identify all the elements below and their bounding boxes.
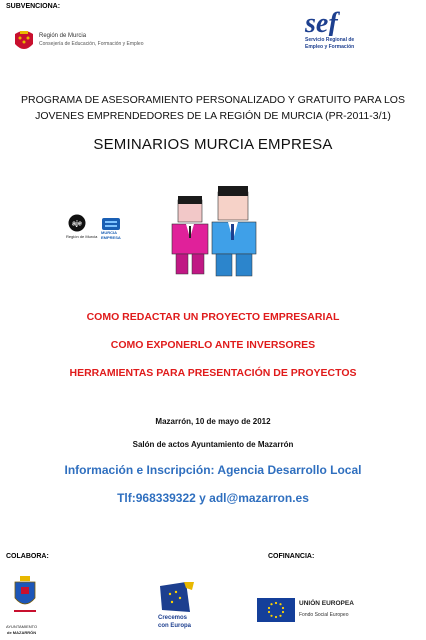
- region-murcia-crest-icon: [12, 28, 36, 54]
- entrepreneurs-illustration: [160, 180, 280, 280]
- murcia-empresa-logo-icon: [102, 217, 120, 229]
- cofinancia-label: COFINANCIA:: [268, 553, 315, 560]
- page-title: SEMINARIOS MURCIA EMPRESA: [93, 136, 333, 153]
- ayuntamiento-crest-icon: [12, 576, 38, 620]
- topic-3: HERRAMIENTAS PARA PRESENTACIÓN DE PROYECTOS: [69, 367, 357, 379]
- ue-fund: Fondo Social Europeo: [299, 612, 349, 618]
- sef-line2: Empleo y Formación: [305, 44, 355, 50]
- colabora-label: COLABORA:: [6, 553, 49, 560]
- eu-flag-icon: [257, 598, 295, 622]
- aje-logo-mark: aje: [72, 220, 82, 228]
- aje-logo-icon: [68, 214, 86, 232]
- ayuntamiento-line2: de MAZARRÓN: [7, 630, 37, 635]
- programa-line2: JOVENES EMPRENDEDORES DE LA REGIÓN DE MURCIA (PR-2011-3/1): [35, 110, 391, 122]
- info-line2[interactable]: Tlf:968339322 y adl@mazarron.es: [117, 491, 309, 505]
- event-venue: Salón de actos Ayuntamiento de Mazarrón: [132, 440, 294, 449]
- region-name: Región de Murcia: [39, 33, 87, 39]
- programa-line1: PROGRAMA DE ASESORAMIENTO PERSONALIZADO Y GRATUITO PARA LOS: [21, 94, 405, 106]
- murcia-empresa-line2: EMPRESA: [101, 235, 121, 240]
- crecemos-line1: Crecemos: [158, 615, 188, 621]
- topic-1: COMO REDACTAR UN PROYECTO EMPRESARIAL: [86, 311, 340, 323]
- ayuntamiento-line1: AYUNTAMIENTO: [6, 624, 38, 629]
- info-line1: Información e Inscripción: Agencia Desarrollo Local: [64, 463, 362, 477]
- sef-logo-mark: sef: [305, 8, 338, 36]
- crecemos-line2: con Europa: [158, 623, 192, 629]
- topic-2: COMO EXPONERLO ANTE INVERSORES: [110, 339, 316, 351]
- ue-title: UNIÓN EUROPEA: [299, 600, 354, 607]
- sef-logo: [303, 8, 363, 36]
- crecemos-con-europa-logo-icon: [156, 580, 198, 614]
- region-dept: Consejería de Educación, Formación y Empleo: [39, 41, 144, 47]
- murcia-empresa-line1: MURCIA: [101, 230, 117, 235]
- event-date: Mazarrón, 10 de mayo de 2012: [155, 417, 271, 426]
- subvenciona-label: SUBVENCIONA:: [6, 3, 61, 10]
- aje-logo-text: Región de Murcia: [66, 234, 98, 239]
- sef-line1: Servicio Regional de: [305, 37, 355, 43]
